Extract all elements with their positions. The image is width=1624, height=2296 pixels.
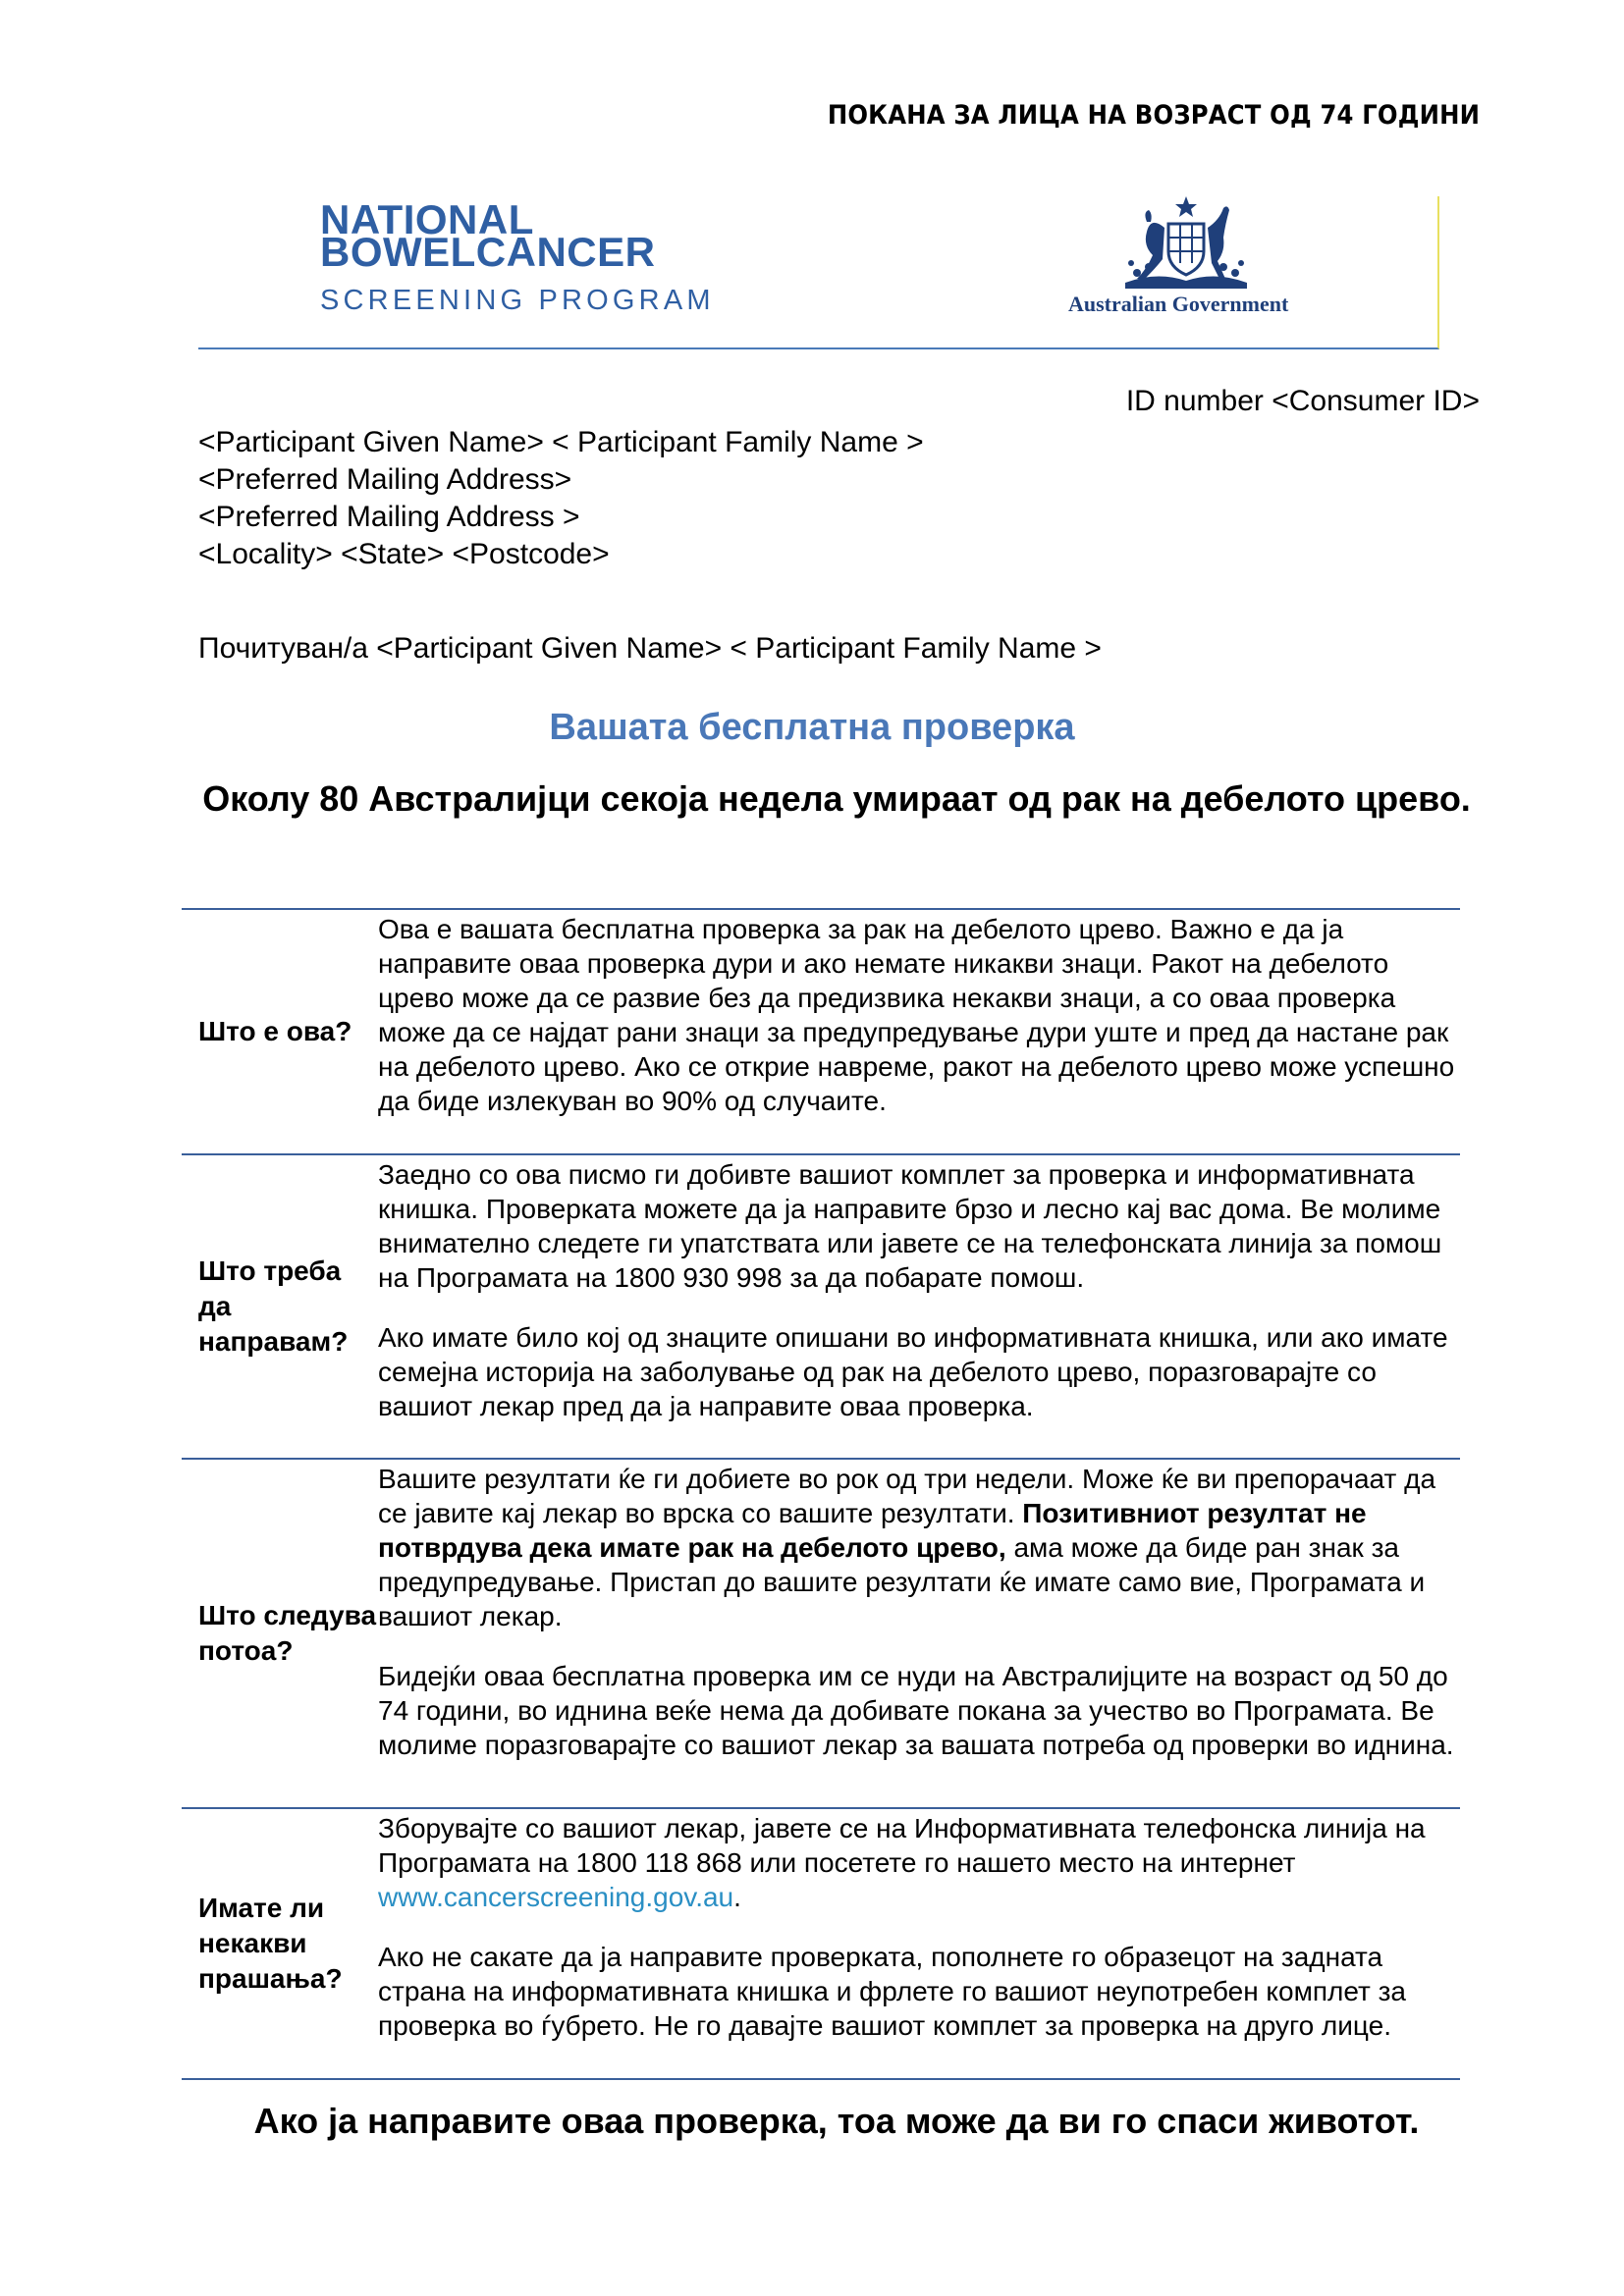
answer-text: Вашите резултати ќе ги добиете во рок од три недели. Може ќе ви препорачаат да се јавите кај лекар во врска со вашите резултати.	[378, 1464, 1436, 1528]
faq-answer-paragraph: Ако не сакате да ја направите проверката, пополнете го образецот на задната страна на информативната книшка и фрлете го вашиот неупотребен комплет за проверка во ѓубрето. Не го давајте вашиот комплет за проверка на друго лице.	[378, 1942, 1406, 2041]
answer-text: ама може да биде ран знак за предупредување. Пристап до вашите резултати ќе имате само вие, Програмата и вашиот лекар.	[378, 1532, 1426, 1631]
faq-row-what	[182, 908, 1460, 1153]
letter-subheading: Околу 80 Австралијци секоја недела умираат од рак на дебелото црево.	[202, 778, 1471, 819]
faq-answer-paragraph: Заедно со ова писмо ги добивте вашиот комплет за проверка и информативната книшка. Проверката можете да ја направите брзо и лесно кај вас дома. Ве молиме внимателно следете ги упатствата или јавете се на телефонската линија за помош на Програмата на 1800 930 998 за да побарате помош.	[378, 1159, 1442, 1293]
faq-question: Што е ова?	[198, 1016, 352, 1046]
faq-answer	[378, 1155, 1460, 1458]
faq-answer	[378, 1809, 1460, 2078]
mailing-address	[198, 424, 924, 573]
faq-answer-paragraph	[378, 1462, 1460, 1633]
document-title: ПОКАНА ЗА ЛИЦА НА ВОЗРАСТ ОД 74 ГОДИНИ	[827, 100, 1480, 131]
consumer-id: ID number <Consumer ID>	[1125, 385, 1480, 417]
faq-row-questions	[182, 1807, 1460, 2080]
program-logo-line-2-text: BOWELCANCER	[320, 229, 656, 275]
answer-bold-text: Позитивниот резултат не потврдува дека имате рак на дебелото црево,	[378, 1498, 1367, 1563]
faq-row-next	[182, 1458, 1460, 1807]
faq-question: Што следува потоа?	[198, 1600, 377, 1666]
faq-answer-paragraph: Бидејќи оваа бесплатна проверка им се нуди на Австралијците на возраст од 50 до 74 години, во иднина веќе нема да добивате покана за учество во Програмата. Ве молиме поразговарајте со вашиот лекар за вашата потреба од проверки во иднина.	[378, 1661, 1454, 1760]
faq-table	[182, 908, 1460, 2080]
address-line-name: <Participant Given Name> < Participant Family Name >	[198, 426, 924, 458]
faq-answer-paragraph	[378, 1811, 1460, 1914]
program-logo-line-2	[320, 229, 656, 275]
answer-text: Зборувајте со вашиот лекар, јавете се на Информативната телефонска линија на Програмата на 1800 118 868 или посетете го нашето место на интернет	[378, 1813, 1426, 1878]
program-logo-line-1: NATIONAL	[320, 196, 534, 242]
salutation: Почитуван/а <Participant Given Name> < Participant Family Name >	[198, 632, 1102, 665]
address-line-2: <Preferred Mailing Address >	[198, 501, 580, 533]
address-line-1: <Preferred Mailing Address>	[198, 463, 572, 496]
coat-of-arms-icon	[1117, 194, 1255, 291]
faq-answer	[378, 1460, 1460, 1807]
faq-row-todo	[182, 1153, 1460, 1458]
faq-answer	[378, 910, 1460, 1153]
address-line-locality: <Locality> <State> <Postcode>	[198, 538, 610, 570]
faq-question: Имате ли некакви прашања?	[198, 1893, 343, 1994]
website-link[interactable]: www.cancerscreening.gov.au	[378, 1882, 734, 1912]
faq-answer-paragraph: Ако имате било кој од знаците опишани во информативната книшка, или ако имате семејна историја на заболување од рак на дебелото црево, поразговарајте со вашиот лекар пред да ја направите оваа проверка.	[378, 1322, 1448, 1421]
letter-heading: Вашата бесплатна проверка	[549, 707, 1075, 748]
faq-answer-paragraph: Ова е вашата бесплатна проверка за рак на дебелото црево. Важно е да ја направите оваа проверка дури и ако немате никакви знаци. Ракот на дебелото црево може да се развие без да предизвика некакви знаци, а со оваа проверка може да се најдат рани знаци за предупредување дури уште и пред да настане рак на дебелото црево. Ако се открие навреме, ракот на дебелото црево може успешно да биде излекуван во 90% од случаите.	[378, 914, 1455, 1116]
closing-statement: Ако ја направите оваа проверка, тоа може да ви го спаси животот.	[253, 2101, 1420, 2141]
answer-text: .	[733, 1882, 741, 1912]
program-logo-line-3: SCREENING PROGRAM	[320, 285, 715, 316]
faq-question: Што треба да направам?	[198, 1255, 349, 1357]
government-label: Australian Government	[1068, 292, 1289, 316]
